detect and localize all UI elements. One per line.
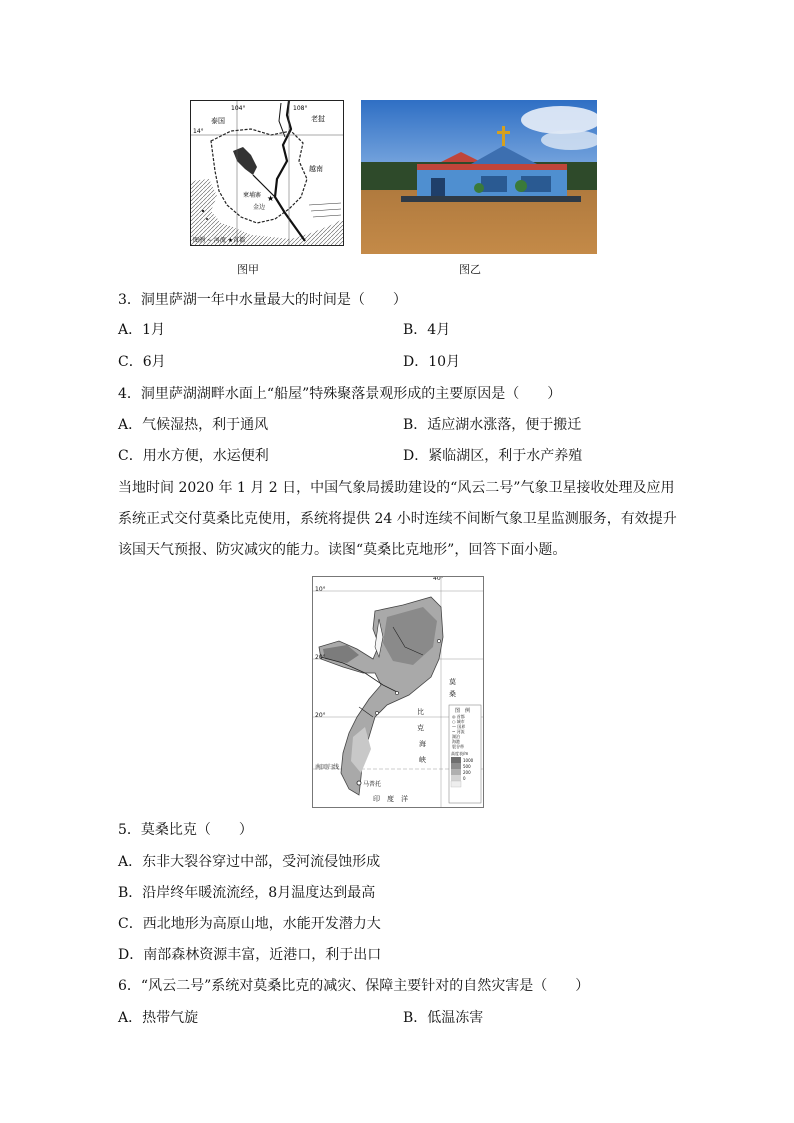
lon-label-108: 108°	[293, 105, 308, 112]
figure-b-caption: 图乙	[459, 263, 481, 276]
q3-option-c: C．6月	[118, 354, 166, 370]
channel-char-5: 海	[419, 740, 426, 748]
map-legend: 图例 ~ 河流 ★首都	[193, 237, 246, 244]
boathouse-photo-svg	[361, 100, 597, 254]
label-cambodia: 柬埔寨	[243, 192, 262, 199]
q5-option-a: A．东非大裂谷穿过中部，受河流侵蚀形成	[118, 854, 381, 870]
mozambique-map	[312, 576, 484, 808]
q4-option-c: C．用水方便，水运便利	[118, 448, 269, 464]
map-lat-label-20b: 20°	[315, 712, 326, 719]
figure-b-photo	[361, 100, 597, 254]
q5-stem: 5．莫桑比克（ ）	[118, 822, 253, 838]
elevation-0: 0	[463, 776, 466, 781]
channel-char-2: 桑	[449, 690, 456, 698]
legend-item-border: — 国界	[452, 724, 466, 729]
q6-stem: 6．“风云二号”系统对莫桑比克的减灾、保障主要针对的自然灾害是（ ）	[118, 978, 590, 994]
figure-a-map	[190, 100, 344, 246]
cambodia-map-svg	[191, 101, 343, 245]
q5-option-b: B．沿岸终年暖流流经，8月温度达到最高	[118, 885, 376, 901]
q6-option-a: A．热带气旋	[118, 1010, 199, 1026]
q4-option-a: A．气候湿热，利于通风	[118, 417, 269, 433]
channel-char-3: 比	[417, 708, 424, 716]
lon-label-104: 104°	[231, 105, 246, 112]
q4-option-b: B．适应湖水涨落，便于搬迁	[403, 417, 582, 433]
legend-item-city: ○ 城市	[452, 719, 465, 724]
q3-option-b: B．4月	[403, 322, 451, 338]
map-lat-label-10: 10°	[315, 586, 326, 593]
q3-option-d: D．10月	[403, 354, 461, 370]
elevation-200: 200	[463, 770, 471, 775]
capital-marker-icon	[357, 781, 361, 785]
legend-item-river: ~ 河流	[452, 729, 465, 734]
map-tropic-label: 南回归线	[315, 764, 340, 771]
q6-option-b: B．低温冻害	[403, 1010, 484, 1026]
q3-stem: 3．洞里萨湖一年中水量最大的时间是（ ）	[118, 292, 407, 308]
q4-option-d: D．紧临湖区，利于水产养殖	[403, 448, 583, 464]
legend-item-port: 海港	[452, 739, 460, 744]
channel-char-4: 克	[417, 724, 424, 732]
mozambique-map-svg	[313, 577, 483, 807]
figure-a-caption: 图甲	[237, 263, 259, 276]
map-lat-label-20a: 20°	[315, 654, 326, 661]
lat-label-14: 14°	[193, 128, 204, 135]
capital-star-icon: ★	[267, 194, 275, 203]
legend-title: 图 例	[455, 708, 471, 714]
channel-char-6: 峡	[419, 756, 426, 764]
label-laos: 老挝	[311, 115, 325, 123]
q4-stem: 4．洞里萨湖湖畔水面上“船屋”特殊聚落景观形成的主要原因是（ ）	[118, 386, 562, 402]
legend-item-rift: 裂谷带	[452, 744, 464, 749]
map-ocean-label: 印 度 洋	[373, 795, 408, 803]
passage-line-1: 当地时间 2020 年 1 月 2 日，中国气象局援助建设的“风云二号”气象卫星接收处理及应用	[118, 480, 675, 496]
elevation-500: 500	[463, 764, 471, 769]
label-thailand: 泰国	[211, 117, 225, 125]
passage-line-3: 该国天气预报、防灾减灾的能力。读图“莫桑比克地形”，回答下面小题。	[118, 542, 567, 558]
legend-item-capital: ◎ 首都	[452, 714, 465, 719]
elevation-title: 高度表/m	[451, 751, 469, 756]
map-city-label: 马普托	[363, 781, 382, 788]
q3-option-a: A．1月	[118, 322, 166, 338]
label-phnom-penh: 金边	[253, 204, 266, 211]
q5-option-d: D．南部森林资源丰富，近港口，利于出口	[118, 947, 382, 963]
q5-option-c: C．西北地形为高原山地，水能开发潜力大	[118, 916, 381, 932]
channel-char-1: 莫	[449, 678, 456, 686]
map-lon-label: 40°	[433, 576, 444, 582]
label-vietnam: 越南	[309, 165, 323, 173]
legend-item-lake: 湖泊	[452, 734, 460, 739]
passage-line-2: 系统正式交付莫桑比克使用，系统将提供 24 小时连续不间断气象卫星监测服务，有效提升	[118, 511, 677, 527]
elevation-1000: 1000	[463, 758, 474, 763]
